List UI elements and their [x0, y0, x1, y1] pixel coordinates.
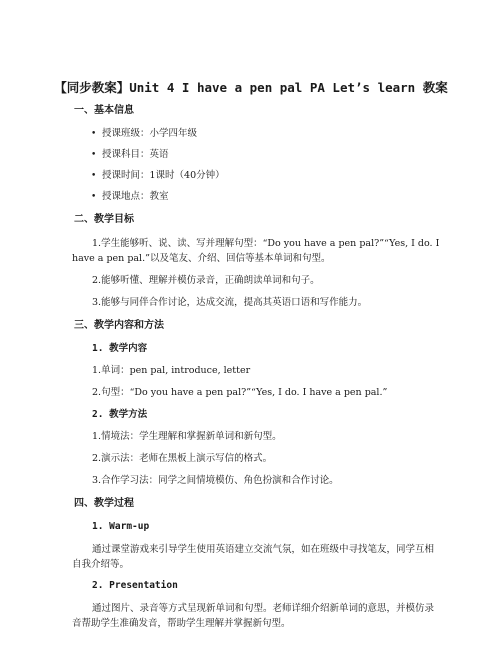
list-item — [72, 127, 442, 141]
presentation-text: 通过图片、录音等方式呈现新单词和句型。老师详细介绍新单词的意思，并模仿录音帮助学生准确发音，帮助学生理解并掌握新句型。 — [72, 603, 435, 629]
bullet-icon: • — [91, 150, 97, 160]
section-heading-process: 四、教学过程 — [74, 498, 134, 509]
bullet-icon: • — [91, 171, 97, 181]
method-item: 1.情境法：学生理解和掌握新单词和新句型。 — [92, 431, 282, 442]
bullet-icon: • — [91, 129, 97, 139]
content-item: 1.单词：pen pal, introduce, letter — [92, 365, 251, 376]
list-item — [72, 148, 442, 162]
warmup-text: 通过课堂游戏来引导学生使用英语建立交流气氛，如在班级中寻找笔友，同学互相自我介绍等。 — [72, 544, 435, 570]
list-item — [72, 190, 442, 204]
section-heading-basic-info: 一、基本信息 — [74, 105, 134, 116]
list-item-text: 授课时间：1课时（40分钟） — [102, 170, 225, 181]
goal-item: 3.能够与同伴合作讨论，达成交流，提高其英语口语和写作能力。 — [92, 297, 368, 308]
subheading-methods: 2. 教学方法 — [92, 409, 148, 420]
goal-item: 2.能够听懂、理解并模仿录音，正确朗读单词和句子。 — [92, 275, 320, 286]
section-heading-content-methods: 三、教学内容和方法 — [74, 320, 164, 331]
bullet-icon: • — [91, 192, 97, 202]
method-item: 2.演示法：老师在黑板上演示写信的格式。 — [92, 453, 273, 464]
list-item-text: 授课科目：英语 — [102, 149, 169, 160]
list-item-text: 授课地点：教室 — [102, 191, 169, 202]
subheading-presentation: 2. Presentation — [92, 580, 178, 591]
goal-item: 1.学生能够听、说、读、写并理解句型：“Do you have a pen pal?”“Yes, I do. I have a pen pal.”以及笔友、介绍、回信等基本单词和句型。 — [72, 238, 440, 264]
list-item-text: 授课班级：小学四年级 — [102, 128, 198, 139]
subheading-content: 1. 教学内容 — [92, 343, 148, 354]
list-item — [72, 169, 442, 183]
content-item: 2.句型：“Do you have a pen pal?”“Yes, I do. I have a pen pal.” — [92, 387, 388, 398]
section-heading-goals: 二、教学目标 — [74, 214, 134, 225]
document-body — [72, 104, 442, 638]
subheading-warmup: 1. Warm-up — [92, 521, 150, 532]
basic-info-list — [72, 127, 442, 204]
method-item: 3.合作学习法：同学之间情境模仿、角色扮演和合作讨论。 — [92, 475, 339, 486]
document-title: 【同步教案】Unit 4 I have a pen pal PA Let’s learn 教案 — [54, 80, 448, 95]
